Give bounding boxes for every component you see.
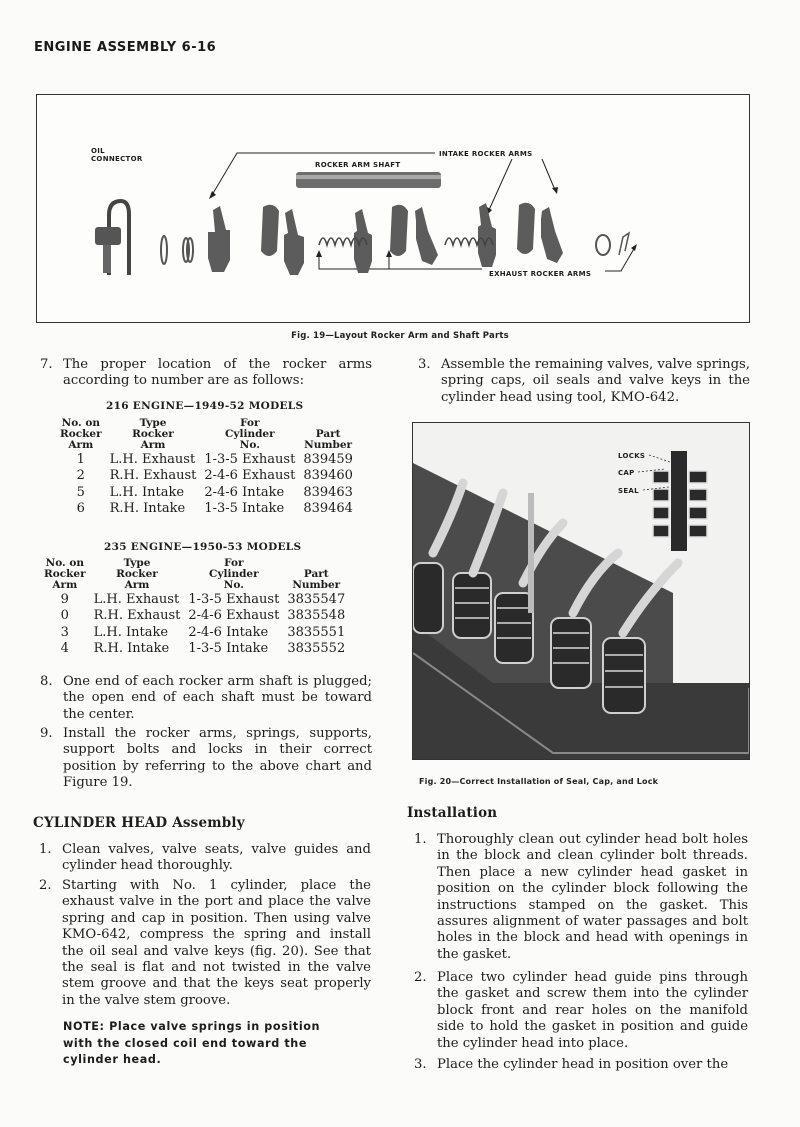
- column-header: [90, 558, 185, 592]
- column-header-line: For: [224, 557, 244, 569]
- rocker-arm-shaft-part: [296, 172, 441, 188]
- step-number: 3.: [418, 357, 431, 372]
- rocker-arm-type: R.H. Exhaust: [93, 608, 181, 624]
- column-header-line: Arm: [140, 439, 166, 451]
- rocker-arm-number: 3: [60, 624, 69, 640]
- label-oil-connector-2: CONNECTOR: [91, 155, 143, 163]
- column-header: [106, 418, 201, 452]
- step-7: [40, 357, 372, 390]
- rocker-arm-number: 1: [76, 452, 85, 467]
- column-header-line: Arm: [52, 579, 78, 591]
- step-number: 7.: [40, 357, 53, 372]
- rocker-arm-number: 6: [76, 500, 85, 516]
- table-235-engine: [40, 558, 349, 657]
- column-header: [40, 558, 90, 592]
- rocker-arm-number: 0: [60, 608, 69, 624]
- cyl-step-2: [39, 878, 371, 1009]
- rocker-arm-number: 9: [60, 592, 69, 607]
- section-heading-cylinder-head: [33, 815, 245, 831]
- table-235-title: 235 ENGINE—1950-53 MODELS: [104, 541, 302, 553]
- step-text: Thoroughly clean out cylinder head bolt holes in the block and clean cylinder bolt threads. Then place a new cylinder head gasket in position on the cylinder block following the instructions stamped on the gasket. This assures alignment of water passages and bolt holes in the block and head with openings in the gasket.: [437, 832, 748, 962]
- column-header-line: Cylinder: [209, 568, 259, 580]
- end-clip-part: [619, 233, 629, 255]
- step-text: Assemble the remaining valves, valve springs, spring caps, oil seals and valve keys in the cylinder head using tool, KMO-642.: [441, 357, 750, 405]
- step-number: 9.: [40, 726, 53, 741]
- heading-bold: CYLINDER HEAD: [33, 815, 168, 831]
- part-number: 3835547: [287, 592, 346, 607]
- section-heading-installation: Installation: [407, 805, 498, 821]
- column-header: [56, 418, 106, 452]
- rocker-arm-type: L.H. Intake: [93, 624, 169, 640]
- part-number: 3835551: [287, 624, 346, 640]
- column-header-line: For: [240, 417, 260, 429]
- cylinder-number: 1-3-5 Exhaust: [188, 592, 280, 607]
- ring-part: [161, 236, 167, 264]
- step-number: 8.: [40, 674, 53, 689]
- rocker-arm-number: 4: [60, 640, 69, 656]
- step-9: [40, 726, 372, 792]
- column-header: [283, 558, 349, 592]
- column-header-line: Number: [304, 439, 353, 451]
- step-number: 2.: [39, 878, 52, 893]
- cylinder-number: 1-3-5 Intake: [188, 640, 269, 656]
- end-washer-part: [596, 235, 610, 255]
- rocker-arm-number: 5: [76, 484, 85, 500]
- label-oil-connector-1: OIL: [91, 147, 105, 155]
- step-text: Starting with No. 1 cylinder, place the exhaust valve in the port and place the valve spring and cap in position. Then using valve KMO-642, compress the spring and install the oil seal and valve keys (fig. 20). See that the seal is flat and not twisted in the valve stem groove and that the keys seat properly in the valve stem groove.: [62, 878, 371, 1008]
- cylinder-number: 2-4-6 Exhaust: [188, 608, 280, 624]
- rocker-arm-type: R.H. Intake: [109, 500, 186, 516]
- column-header-line: Arm: [68, 439, 94, 451]
- figure-20-photo: [412, 422, 750, 760]
- column-header-line: No. on: [45, 557, 84, 569]
- rocker-arms-group: [208, 203, 563, 275]
- column-header-line: No. on: [61, 417, 100, 429]
- valve-stem: [528, 493, 534, 613]
- step-text: Place the cylinder head in position over the: [437, 1057, 729, 1072]
- table-row: [56, 485, 357, 501]
- column-header-line: No.: [223, 579, 244, 591]
- step-text: Clean valves, valve seats, valve guides and cylinder head thoroughly.: [62, 842, 371, 874]
- page-header: ENGINE ASSEMBLY 6-16: [34, 40, 217, 55]
- step-number: 2.: [414, 970, 427, 985]
- cylinder-number: 2-4-6 Intake: [204, 484, 285, 500]
- step-number: 1.: [414, 832, 427, 847]
- column-header-line: Rocker: [44, 568, 86, 580]
- column-header-line: Rocker: [116, 568, 158, 580]
- table-row: [40, 625, 349, 641]
- table-row: [40, 592, 349, 608]
- cylinder-number: 2-4-6 Exhaust: [204, 468, 296, 484]
- column-header-line: Type: [123, 557, 151, 569]
- install-step-3: [414, 1057, 748, 1073]
- table-216-engine: [56, 418, 357, 517]
- column-header-line: Rocker: [60, 428, 102, 440]
- cylinder-number: 1-3-5 Intake: [204, 500, 285, 516]
- rocker-arm-type: R.H. Exhaust: [109, 468, 197, 484]
- right-step-3: [418, 357, 750, 406]
- step-text: Install the rocker arms, springs, supports, support bolts and locks in their correct position by referring to the above chart and Figure 19.: [63, 726, 372, 791]
- part-number: 3835548: [287, 608, 346, 624]
- column-header-line: Rocker: [132, 428, 174, 440]
- step-text: Place two cylinder head guide pins through the gasket and screw them into the cylinder block front and rear holes on the manifold side to hold the gasket in position and guide the cylinder head into place.: [437, 970, 748, 1051]
- cylinder-number: 1-3-5 Exhaust: [204, 452, 296, 467]
- step-number: 3.: [414, 1057, 427, 1072]
- label-intake-rocker-arms: INTAKE ROCKER ARMS: [439, 150, 533, 158]
- step-8: [40, 674, 372, 723]
- table-row: [40, 608, 349, 624]
- rocker-arm-type: L.H. Exhaust: [93, 592, 180, 607]
- note-valve-springs: NOTE: Place valve springs in position with the closed coil end toward the cylinder head.: [63, 1020, 321, 1066]
- cylinder-number: 2-4-6 Intake: [188, 624, 269, 640]
- rocker-arm-type: R.H. Intake: [93, 640, 170, 656]
- column-header-line: Cylinder: [225, 428, 275, 440]
- step-text: The proper location of the rocker arms according to number are as follows:: [63, 357, 372, 389]
- table-row: [56, 452, 357, 468]
- install-step-1: [414, 832, 748, 963]
- part-number: 839463: [303, 484, 353, 500]
- figure-19-caption: Fig. 19—Layout Rocker Arm and Shaft Parts: [291, 331, 509, 341]
- oil-connector-part: [95, 201, 129, 275]
- column-header-line: Type: [139, 417, 167, 429]
- part-number: 839464: [303, 500, 353, 516]
- table-row: [56, 468, 357, 484]
- label-cap: CAP: [618, 469, 635, 477]
- table-row: [56, 501, 357, 517]
- cyl-step-1: [39, 842, 371, 875]
- table-216-title: 216 ENGINE—1949-52 MODELS: [106, 400, 304, 412]
- column-header-line: Arm: [124, 579, 150, 591]
- figure-19-illustration: [36, 94, 750, 323]
- rocker-arm-number: 2: [76, 468, 85, 484]
- figure-20-caption: Fig. 20—Correct Installation of Seal, Cap, and Lock: [419, 777, 659, 786]
- column-header-line: No.: [239, 439, 260, 451]
- column-header: [299, 418, 357, 452]
- column-header-line: Part: [303, 568, 329, 580]
- install-step-2: [414, 970, 748, 1052]
- rocker-arm-type: L.H. Exhaust: [109, 452, 196, 467]
- label-exhaust-rocker-arms: EXHAUST ROCKER ARMS: [489, 270, 592, 278]
- heading-rest: Assembly: [172, 815, 245, 831]
- step-text: One end of each rocker arm shaft is plugged; the open end of each shaft must be toward the center.: [63, 674, 372, 722]
- column-header-line: Part: [315, 428, 341, 440]
- label-rocker-arm-shaft: ROCKER ARM SHAFT: [315, 161, 401, 169]
- step-number: 1.: [39, 842, 52, 857]
- label-locks: LOCKS: [618, 452, 646, 460]
- column-header: [184, 558, 283, 592]
- table-row: [40, 641, 349, 657]
- column-header: [200, 418, 299, 452]
- part-number: 839459: [303, 452, 353, 467]
- part-number: 839460: [303, 468, 353, 484]
- column-header-line: Number: [292, 579, 341, 591]
- label-seal: SEAL: [618, 487, 639, 495]
- rocker-arm-type: L.H. Intake: [109, 484, 185, 500]
- part-number: 3835552: [287, 640, 346, 656]
